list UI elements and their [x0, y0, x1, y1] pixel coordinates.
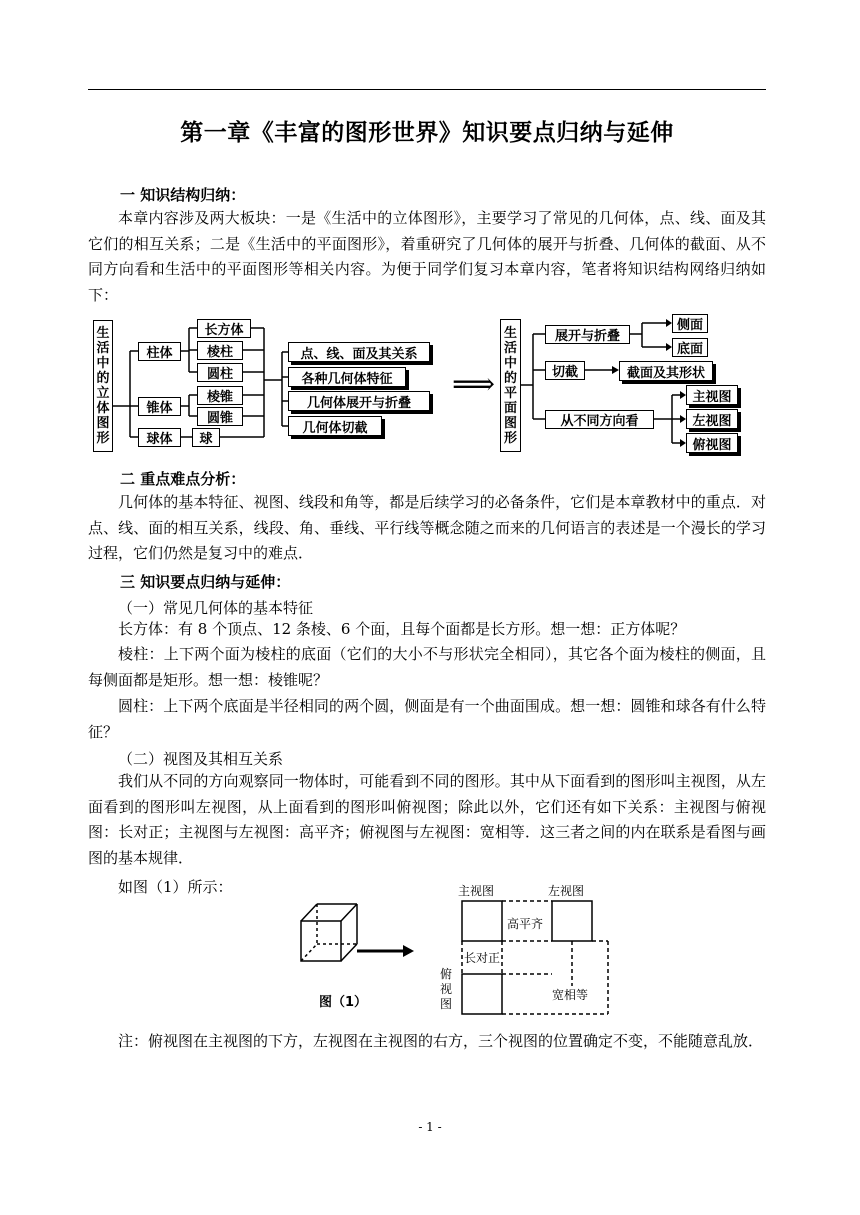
root-char: 形	[503, 430, 517, 446]
section3-heading: 三 知识要点归纳与延伸：	[120, 573, 291, 591]
node-cylinder: 圆柱	[197, 363, 243, 382]
section2-paragraph: 几何体的基本特征、视图、线段和角等，都是后续学习的必备条件，它们是本章教材中的重点．对点、线、面的相互关系，线段、角、垂线、平行线等概念随之而来的几何语言的表述是一个漫长的学习过程，它们仍然是复习中的难点．	[88, 493, 766, 562]
label-top-view-char: 俯	[440, 967, 453, 981]
node-base-face: 底面	[672, 338, 708, 357]
root-char: 平	[503, 385, 517, 401]
root-char: 的	[503, 370, 517, 386]
arrow-to-views	[357, 945, 414, 957]
label-top-view-char: 图	[440, 997, 453, 1011]
prism-paragraph: 棱柱：上下两个面为棱柱的底面（它们的大小不与形状完全相同），其它各个面为棱柱的侧面，且每侧面都是矩形。想一想：棱锥呢？	[88, 645, 766, 689]
node-sphere-category: 球体	[138, 428, 181, 447]
label-height-align: 高平齐	[507, 917, 544, 931]
root-char: 体	[96, 401, 110, 416]
root-char: 活	[96, 341, 110, 356]
node-prism-category: 柱体	[138, 342, 181, 361]
label-front-view: 主视图	[458, 884, 495, 898]
figure-intro: 如图（1）所示：	[118, 878, 233, 896]
node-pyramid: 棱锥	[197, 386, 243, 405]
node-section-shape: 截面及其形状	[619, 361, 713, 381]
root-char: 形	[96, 431, 110, 446]
root-char: 立	[96, 386, 110, 401]
section1-heading: 一 知识结构归纳：	[120, 186, 246, 204]
root-char: 生	[96, 326, 110, 341]
label-length-align: 长对正	[464, 951, 501, 965]
node-pyramid-category: 锥体	[138, 397, 181, 416]
node-sphere: 球	[192, 428, 220, 447]
note-paragraph: 注：俯视图在主视图的下方，左视图在主视图的右方，三个视图的位置确定不变，不能随意乱放．	[118, 1032, 764, 1050]
section1-paragraph: 本章内容涉及两大板块：一是《生活中的立体图形》，主要学习了常见的几何体，点、线、面及其它们的相互关系；二是《生活中的平面图形》，着重研究了几何体的展开与折叠、几何体的截面、从不同方向看和生活中的平面图形等相关内容。为便于同学们复习本章内容，笔者将知识结构网络归纳如下：	[88, 209, 766, 304]
node-prism: 棱柱	[197, 341, 243, 360]
root-char: 图	[503, 415, 517, 431]
label-top-view	[440, 967, 452, 1012]
views-paragraph: 我们从不同的方向观察同一物体时，可能看到不同的图形。其中从下面看到的图形叫主视图，从左面看到的图形叫左视图，从上面看到的图形叫俯视图；除此以外，它们还有如下关系：主视图与俯视图：长对正；主视图与左视图：高平齐；俯视图与左视图：宽相等．这三者之间的内在联系是看图与画图的基本规律．	[88, 772, 766, 867]
topic-points-lines-planes: 点、线、面及其关系	[288, 342, 430, 362]
diagram-double-arrow: ⟹	[452, 367, 496, 402]
node-left-view: 左视图	[686, 409, 738, 429]
node-cuboid: 长方体	[197, 319, 251, 338]
node-cone: 圆锥	[197, 407, 243, 426]
root-char: 面	[503, 400, 517, 416]
node-side-face: 侧面	[672, 314, 708, 333]
root-char: 中	[503, 355, 517, 371]
root-char: 活	[503, 340, 517, 356]
figure-caption: 图（1）	[319, 995, 368, 1010]
label-top-view-char: 视	[440, 982, 453, 996]
cube-drawing	[301, 904, 357, 961]
root-char: 中	[96, 356, 110, 371]
root-char: 生	[503, 325, 517, 341]
label-width-equal: 宽相等	[552, 988, 589, 1002]
label-left-view: 左视图	[548, 884, 585, 898]
topic-solid-features: 各种几何体特征	[288, 367, 406, 387]
node-top-view: 俯视图	[686, 433, 738, 453]
topic-unfold-fold: 几何体展开与折叠	[288, 391, 430, 411]
subsection2-heading: （二）视图及其相互关系	[118, 750, 284, 768]
topic-cross-section: 几何体切截	[288, 416, 382, 436]
subsection1-heading: （一）常见几何体的基本特征	[118, 599, 314, 617]
cylinder-paragraph: 圆柱：上下两个底面是半径相同的两个圆，侧面是有一个曲面围成。想一想：圆锥和球各有什么特征？	[88, 697, 766, 741]
section2-heading: 二 重点难点分析：	[120, 470, 246, 488]
root-char: 图	[96, 416, 110, 431]
node-cut: 切截	[545, 361, 585, 380]
page-title: 第一章《丰富的图形世界》知识要点归纳与延伸	[180, 120, 674, 146]
cuboid-paragraph: 长方体：有 8 个顶点、12 条棱、6 个面，且每个面都是长方形。想一想：正方体呢？	[118, 620, 686, 638]
node-front-view: 主视图	[686, 385, 738, 405]
node-view-directions: 从不同方向看	[545, 410, 654, 429]
page-number: - 1 -	[418, 1120, 442, 1134]
root-char: 的	[96, 371, 110, 386]
node-unfold-fold: 展开与折叠	[545, 325, 630, 344]
